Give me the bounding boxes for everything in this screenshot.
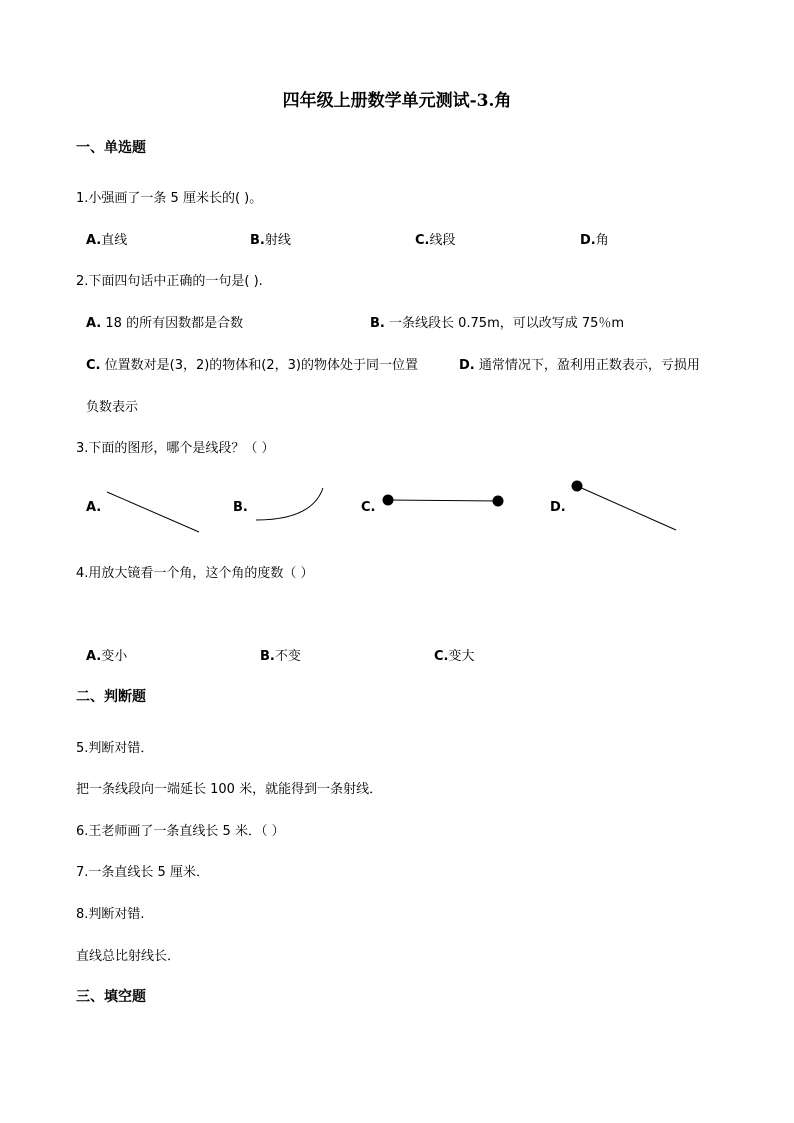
q4-option-b[interactable] <box>260 645 301 664</box>
q2-option-a-letter: A. <box>86 316 102 331</box>
q3-figure-c-endpoint-right <box>493 496 504 507</box>
q2-option-b-letter: B. <box>370 316 385 331</box>
q3-figure-d-endpoint <box>572 481 583 492</box>
question-1-stem: 1.小强画了一条 5 厘米长的( )。 <box>76 191 263 206</box>
q1-option-a-text: 直线 <box>101 233 128 248</box>
q2-option-d-letter: D. <box>459 358 475 373</box>
section-heading-fill-in: 三、填空题 <box>76 989 146 1005</box>
q2-option-d-text: 通常情况下，盈利用正数表示，亏损用 <box>478 358 700 373</box>
q3-option-a-letter: A. <box>86 500 102 515</box>
q4-option-c-text: 变大 <box>448 649 475 664</box>
question-6-stem: 6.王老师画了一条直线长 5 米．（ ） <box>76 824 285 839</box>
q3-figure-d-ray <box>577 486 676 530</box>
q2-option-c-text: 位置数对是(3，2)的物体和(2，3)的物体处于同一位置 <box>104 358 418 373</box>
section-heading-single-choice: 一、单选题 <box>76 140 146 156</box>
question-8-stem: 8.判断对错. <box>76 907 145 922</box>
q3-figure-c-segment <box>388 500 498 501</box>
q4-option-a-letter: A. <box>86 649 102 664</box>
question-3-stem: 3.下面的图形，哪个是线段？（ ） <box>76 441 275 456</box>
q4-option-c-letter: C. <box>434 649 449 664</box>
q1-option-c-letter: C. <box>415 233 430 248</box>
q1-option-a-letter: A. <box>86 233 102 248</box>
q3-option-d-letter: D. <box>550 500 566 515</box>
q3-option-b-letter: B. <box>233 500 248 515</box>
q3-option-b[interactable] <box>233 500 248 515</box>
q1-option-c-text: 线段 <box>429 233 456 248</box>
question-2-stem: 2.下面四句话中正确的一句是( ). <box>76 274 263 289</box>
q4-option-a-text: 变小 <box>101 649 128 664</box>
q4-option-b-text: 不变 <box>274 649 301 664</box>
question-7-stem: 7.一条直线长 5 厘米． <box>76 865 209 880</box>
q4-option-a[interactable] <box>86 645 127 664</box>
q4-option-b-letter: B. <box>260 649 275 664</box>
q2-option-c-letter: C. <box>86 358 101 373</box>
q1-option-b-text: 射线 <box>264 233 291 248</box>
q2-option-b-text: 一条线段长 0.75m，可以改写成 75％m <box>389 316 625 331</box>
question-5-stem: 5.判断对错． <box>76 741 154 756</box>
q3-option-d[interactable] <box>550 500 566 515</box>
q1-option-b-letter: B. <box>250 233 265 248</box>
q3-figure-c-endpoint-left <box>383 495 394 506</box>
q1-option-d-letter: D. <box>580 233 596 248</box>
q3-option-c-letter: C. <box>361 500 376 515</box>
question-4-stem: 4.用放大镜看一个角，这个角的度数（ ） <box>76 566 314 581</box>
q2-option-a-text: 18 的所有因数都是合数 <box>105 316 244 331</box>
question-8-body: 直线总比射线长． <box>76 949 181 964</box>
q3-figure-a-slanted-line <box>107 492 199 532</box>
page-title: 四年级上册数学单元测试-3.角 <box>282 91 512 111</box>
question-5-body: 把一条线段向一端延长 100 米，就能得到一条射线． <box>76 782 383 797</box>
section-heading-true-false: 二、判断题 <box>76 689 146 705</box>
q3-figure-b-arc <box>256 488 323 520</box>
q2-option-d-continuation: 负数表示 <box>86 400 139 415</box>
q3-option-c[interactable] <box>361 500 375 515</box>
q1-option-d-text: 角 <box>595 233 609 248</box>
q4-option-c[interactable] <box>434 645 475 664</box>
